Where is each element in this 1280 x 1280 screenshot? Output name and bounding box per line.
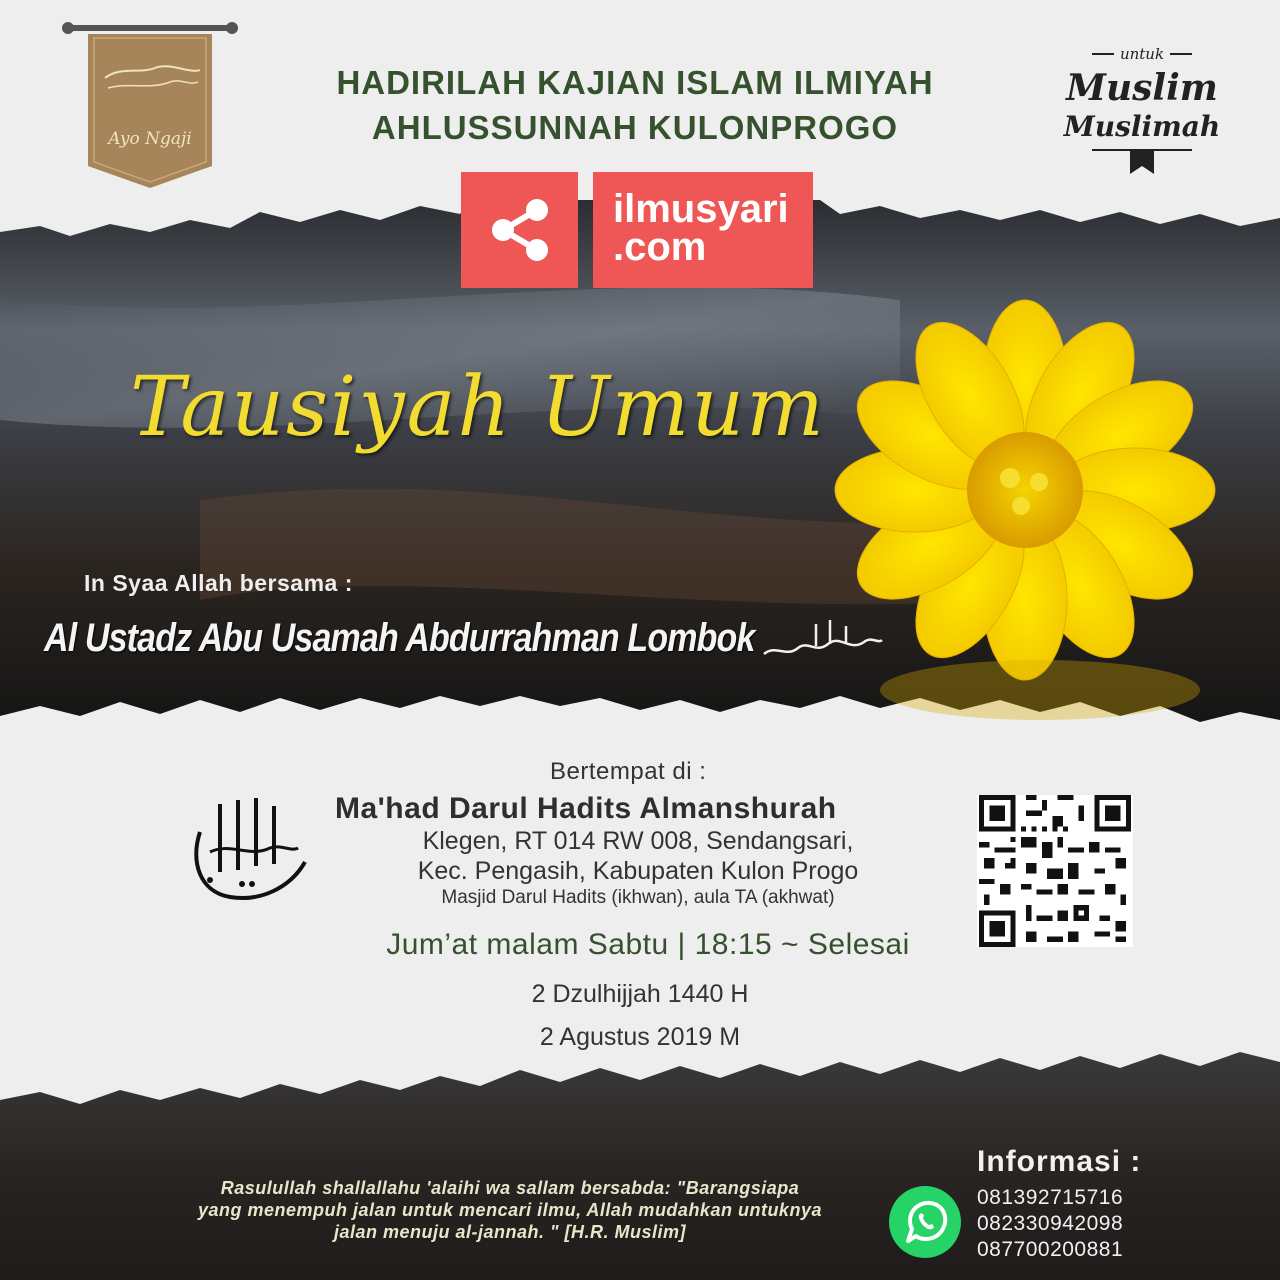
hadith-line-2: yang menempuh jalan untuk mencari ilmu, Allah mudahkan untuknya — [198, 1200, 822, 1220]
phone-list — [977, 1185, 1123, 1263]
gregorian-date: 2 Agustus 2019 M — [539, 1023, 741, 1051]
whatsapp-icon[interactable] — [886, 1183, 964, 1261]
phone-number[interactable]: 087700200881 — [977, 1238, 1124, 1261]
hadith-quote — [130, 1177, 890, 1243]
venue-address-1: Klegen, RT 014 RW 008, Sendangsari, — [422, 827, 854, 855]
phone-number[interactable]: 082330942098 — [977, 1212, 1124, 1235]
site-line1: ilmusyari — [613, 187, 789, 231]
brand-line1: Muslim — [1066, 67, 1218, 109]
venue-address-3: Masjid Darul Hadits (ikhwan), aula TA (akhwat) — [441, 887, 835, 908]
honorific-calligraphy-icon — [756, 614, 886, 664]
brand-line2: Muslimah — [1063, 110, 1221, 143]
venue-name: Ma'had Darul Hadits Almanshurah — [335, 792, 837, 825]
venue-address-2: Kec. Pengasih, Kabupaten Kulon Progo — [417, 857, 859, 885]
speaker-label: In Syaa Allah bersama : — [84, 570, 353, 596]
share-icon — [485, 195, 555, 265]
banner-image — [60, 16, 240, 191]
hijri-date: 2 Dzulhijjah 1440 H — [531, 980, 749, 1008]
event-time: Jum’at malam Sabtu | 18:15 ~ Selesai — [386, 928, 910, 961]
speaker-name: Al Ustadz Abu Usamah Abdurrahman Lombok — [44, 616, 755, 660]
phone-number[interactable]: 081392715716 — [977, 1186, 1124, 1209]
brand-small: untuk — [1119, 45, 1165, 63]
hadith-line-1: Rasulullah shallallahu 'alaihi wa sallam bersabda: "Barangsiapa — [220, 1178, 800, 1198]
event-title: Tausiyah Umum — [130, 360, 826, 455]
muslim-muslimah-logo — [1062, 40, 1222, 180]
site-line2: .com — [613, 225, 707, 269]
info-title: Informasi : — [977, 1145, 1142, 1178]
site-link[interactable] — [593, 172, 813, 288]
qr-code[interactable] — [977, 795, 1133, 947]
header-line-2: AHLUSSUNNAH KULONPROGO — [371, 109, 899, 146]
banner-text: Ayo Ngaji — [108, 129, 192, 149]
insyaallah-calligraphy-image — [180, 792, 320, 912]
venue-label: Bertempat di : — [550, 758, 707, 785]
share-button[interactable] — [461, 172, 578, 288]
hadith-line-3: jalan menuju al-jannah. " [H.R. Muslim] — [333, 1222, 687, 1242]
header-line-1: HADIRILAH KAJIAN ISLAM ILMIYAH — [336, 64, 934, 101]
